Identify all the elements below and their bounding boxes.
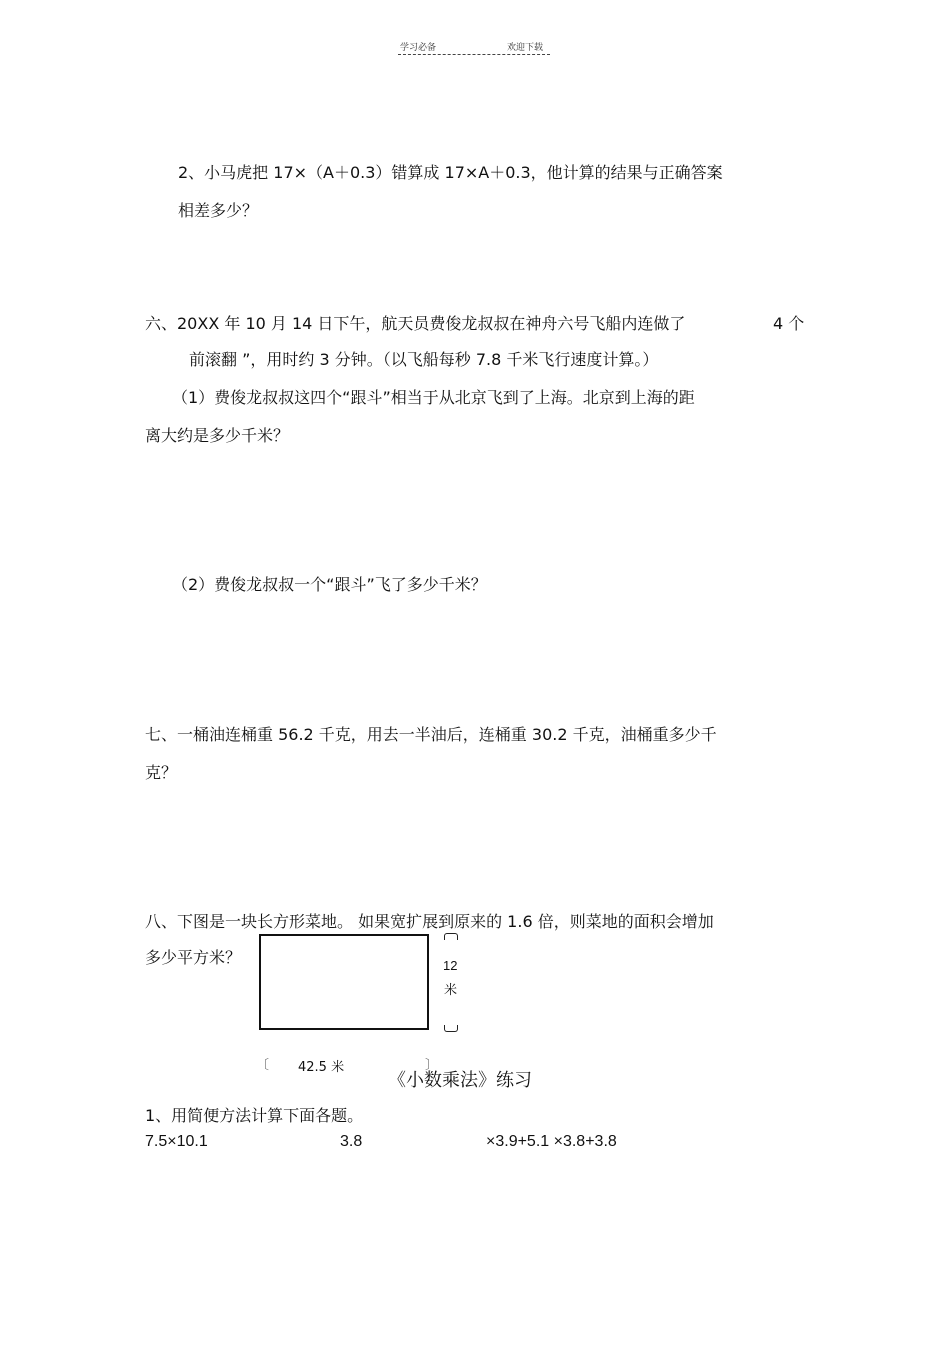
length-label: 42.5 米 — [298, 1060, 345, 1075]
q6-sub1-line1: （1）费俊龙叔叔这四个“跟斗”相当于从北京飞到了上海。北京到上海的距 — [172, 388, 695, 407]
header-left: 学习必备 — [400, 43, 437, 53]
q6-line1-count: 4 个 — [773, 314, 805, 333]
length-bracket-right: 〕 — [425, 1058, 439, 1073]
expression-1: 7.5×10.1 — [145, 1133, 208, 1150]
q2-line2: 相差多少？ — [178, 201, 259, 220]
q6-line2: 前滚翻 ”，用时约 3 分钟。（以飞船每秒 7.8 千米飞行速度计算。） — [189, 350, 659, 369]
header-right: 欢迎下载 — [507, 43, 544, 53]
q6-sub2: （2）费俊龙叔叔一个“跟斗”飞了多少千米？ — [172, 575, 487, 594]
width-value-label: 12 — [443, 958, 458, 973]
width-brace-top — [444, 933, 458, 940]
section-title: 《小数乘法》练习 — [388, 1070, 532, 1091]
expression-2: 3.8 — [340, 1133, 363, 1150]
task1-instruction: 1、用简便方法计算下面各题。 — [145, 1106, 364, 1125]
q2-line1: 2、小马虎把 17×（A＋0.3）错算成 17×A＋0.3，他计算的结果与正确答案 — [178, 163, 723, 182]
q8-line2: 多少平方米？ — [145, 948, 242, 967]
q7-line2: 克？ — [145, 763, 178, 782]
q6-sub1-line2: 离大约是多少千米？ — [145, 426, 290, 445]
width-unit-label: 米 — [444, 983, 458, 998]
vegetable-plot-rectangle — [259, 934, 429, 1030]
header-divider — [398, 54, 550, 55]
expression-3: ×3.9+5.1 ×3.8+3.8 — [486, 1133, 617, 1150]
width-brace-bottom — [444, 1025, 458, 1032]
q8-line1: 八、下图是一块长方形菜地。 如果宽扩展到原来的 1.6 倍，则菜地的面积会增加 — [145, 912, 714, 931]
q6-line1: 六、20XX 年 10 月 14 日下午，航天员费俊龙叔叔在神舟六号飞船内连做了 — [145, 314, 686, 333]
length-bracket-left: 〔 — [256, 1058, 270, 1073]
q7-line1: 七、一桶油连桶重 56.2 千克，用去一半油后，连桶重 30.2 千克，油桶重多少千 — [145, 725, 717, 744]
